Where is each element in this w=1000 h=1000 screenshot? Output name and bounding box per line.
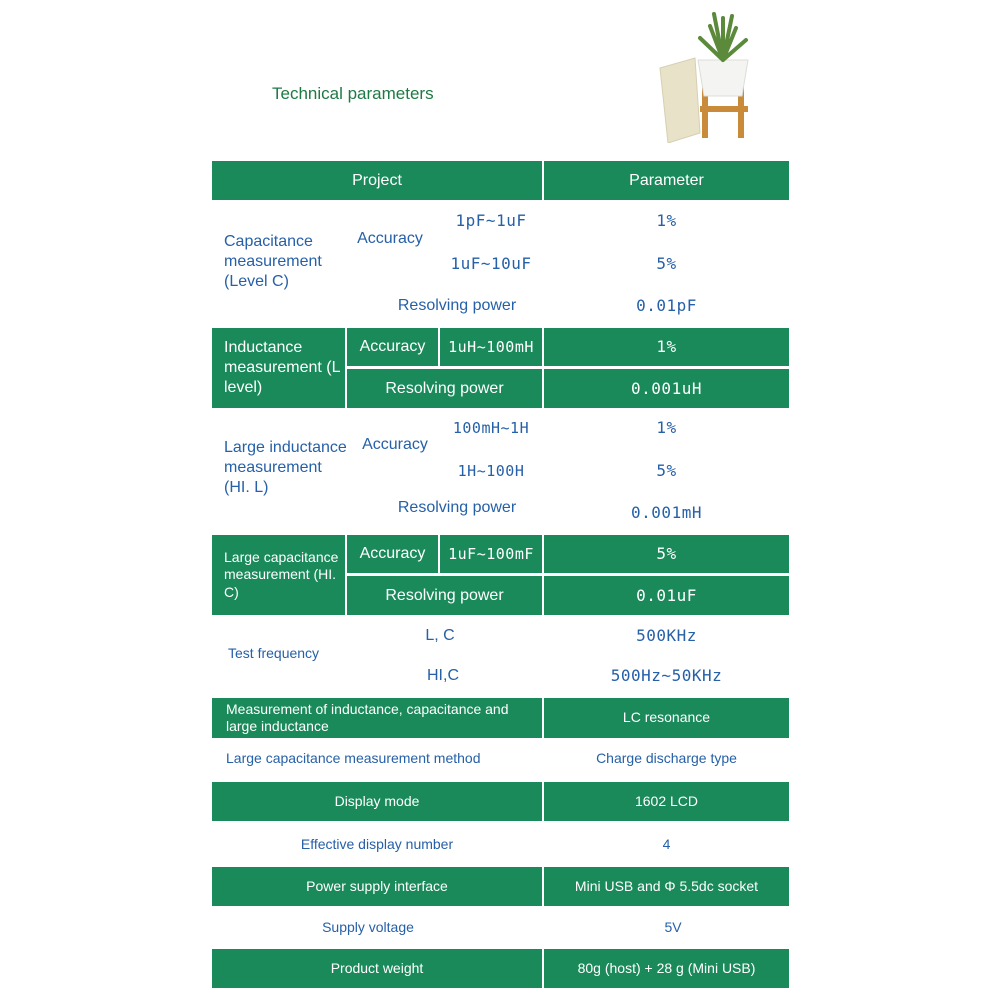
test-frequency-mode-2: HI,C — [427, 667, 459, 684]
capacitance-range-1: 1pF~1uF — [455, 211, 527, 230]
row-supply-voltage-value: 5V — [664, 919, 682, 936]
row-large-cap-method-label: Large capacitance measurement method — [226, 750, 481, 767]
large-inductance-resolving-value: 0.001mH — [631, 503, 702, 522]
row-large-cap-method-value: Charge discharge type — [596, 750, 737, 767]
row-power-interface-value: Mini USB and Φ 5.5dc socket — [544, 867, 789, 906]
large-capacitance-label: Large capacitance measurement (HI. C) — [212, 535, 345, 615]
capacitance-value-2: 5% — [656, 254, 677, 273]
row-product-weight-value: 80g (host) + 28 g (Mini USB) — [544, 949, 789, 988]
test-frequency-value-1: 500KHz — [636, 626, 697, 645]
inductance-accuracy: Accuracy — [347, 328, 438, 366]
test-frequency-mode-1: L, C — [425, 627, 455, 644]
inductance-range-1: 1uH~100mH — [440, 328, 542, 366]
large-capacitance-range-1: 1uF~100mF — [440, 535, 542, 573]
test-frequency-value-2: 500Hz~50KHz — [610, 666, 723, 685]
large-inductance-range-1: 100mH~1H — [452, 418, 530, 437]
capacitance-range-2: 1uF~10uF — [450, 254, 532, 273]
large-inductance-value-1: 1% — [656, 418, 677, 437]
test-frequency-label: Test frequency — [228, 645, 320, 662]
inductance-value-1: 1% — [544, 328, 789, 366]
header-project: Project — [212, 161, 542, 200]
row-power-interface-label: Power supply interface — [212, 867, 542, 906]
row-method-value: LC resonance — [544, 698, 789, 738]
inductance-resolving-label: Resolving power — [347, 369, 542, 408]
plant-pot-image — [640, 8, 770, 143]
large-capacitance-resolving-label: Resolving power — [347, 576, 542, 615]
row-product-weight-label: Product weight — [212, 949, 542, 988]
large-inductance-value-2: 5% — [656, 461, 677, 480]
large-capacitance-value-1: 5% — [544, 535, 789, 573]
large-inductance-range-2: 1H~100H — [457, 461, 525, 480]
inductance-resolving-value: 0.001uH — [544, 369, 789, 408]
row-display-number-value: 4 — [662, 836, 671, 853]
row-display-mode-value: 1602 LCD — [544, 782, 789, 821]
capacitance-resolving-label: Resolving power — [397, 297, 517, 314]
capacitance-accuracy: Accuracy — [357, 230, 423, 247]
capacitance-value-1: 1% — [656, 211, 677, 230]
large-inductance-resolving-label: Resolving power — [397, 499, 517, 516]
page-title: Technical parameters — [272, 84, 434, 103]
row-display-number-label: Effective display number — [300, 836, 454, 853]
capacitance-label: Capacitance measurement (Level C) — [224, 233, 322, 290]
large-inductance-label: Large inductance measurement (HI. L) — [224, 439, 347, 496]
large-inductance-accuracy: Accuracy — [362, 436, 428, 453]
inductance-label: Inductance measurement (L level) — [212, 328, 345, 408]
large-capacitance-accuracy: Accuracy — [347, 535, 438, 573]
large-capacitance-resolving-value: 0.01uF — [544, 576, 789, 615]
capacitance-resolving-value: 0.01pF — [636, 296, 697, 315]
row-display-mode-label: Display mode — [212, 782, 542, 821]
row-supply-voltage-label: Supply voltage — [322, 919, 414, 936]
row-method-label: Measurement of inductance, capacitance and large inductance — [212, 698, 542, 738]
header-parameter: Parameter — [544, 161, 789, 200]
